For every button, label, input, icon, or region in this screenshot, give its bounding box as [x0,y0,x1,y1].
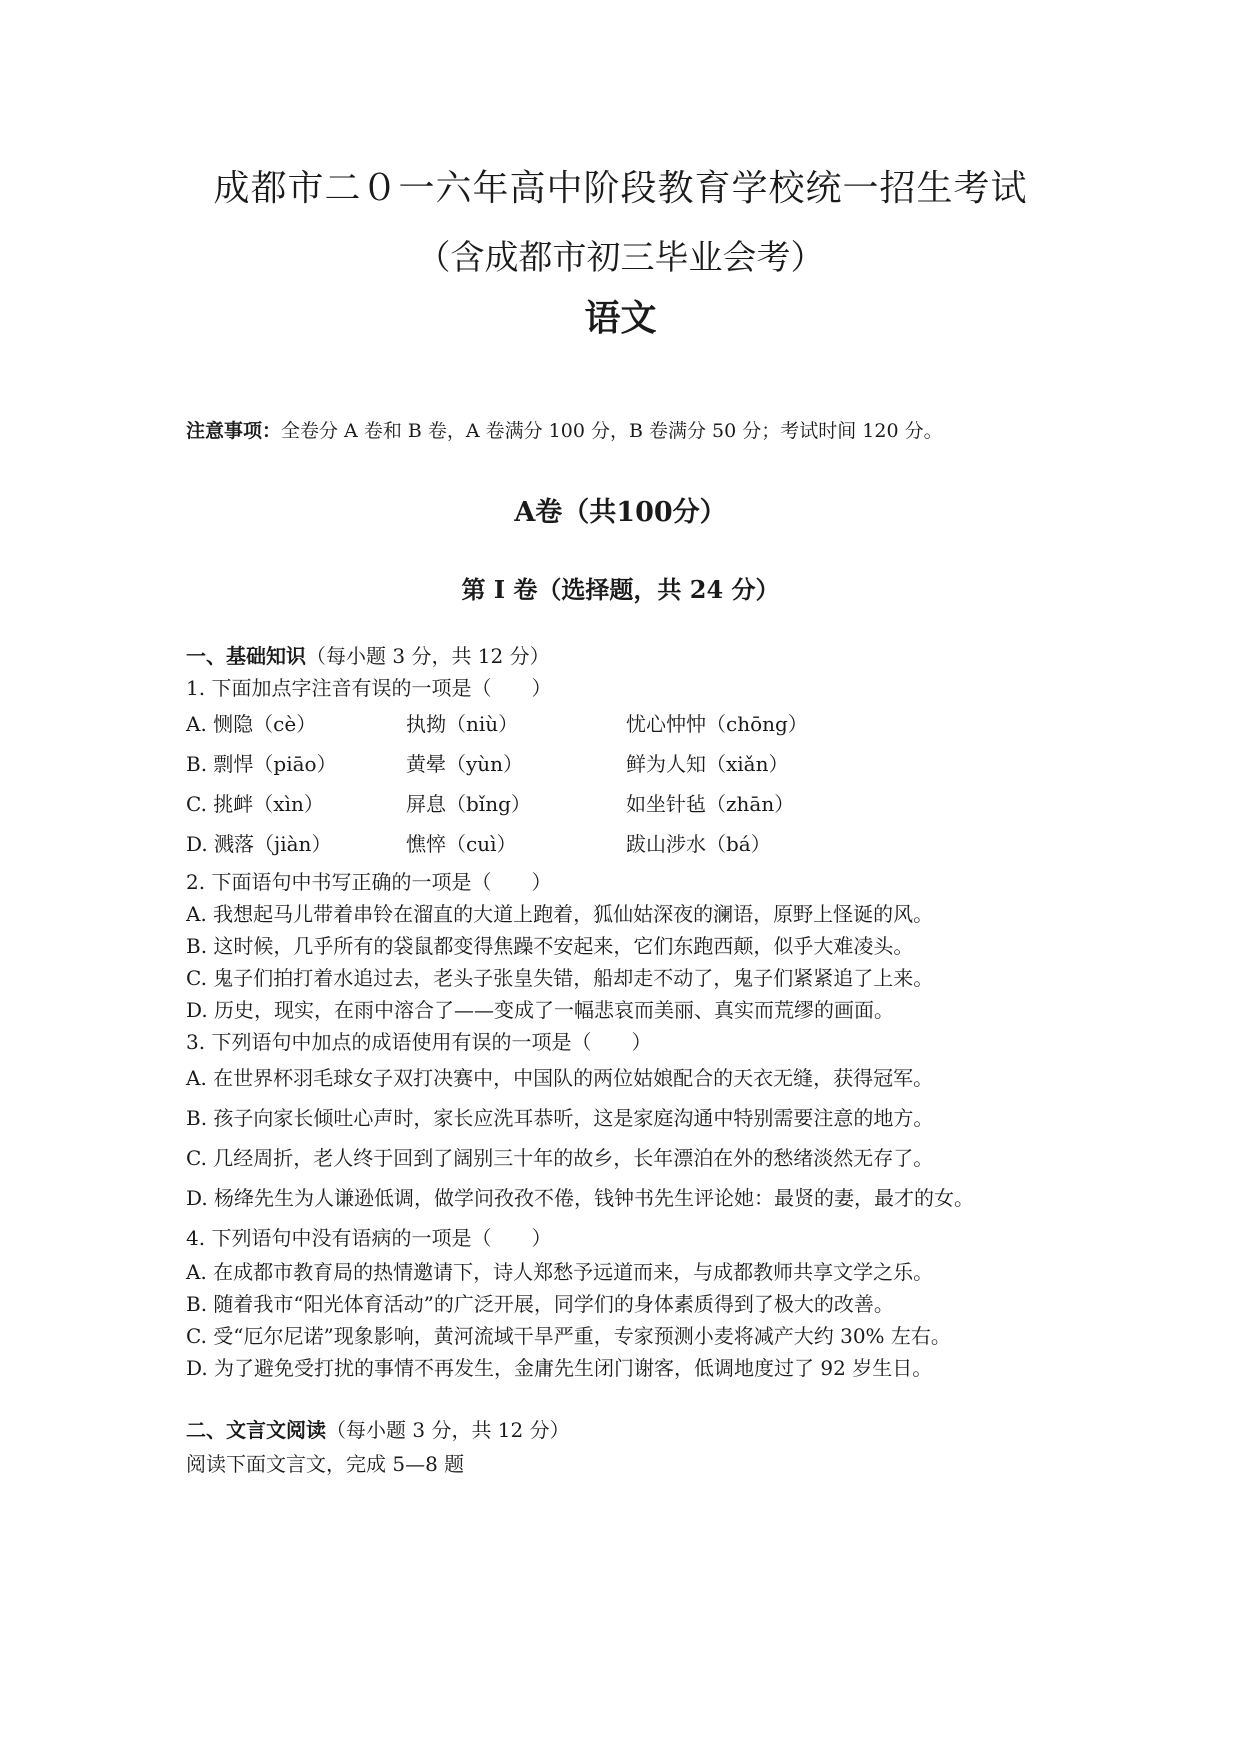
section-2-label: 二、文言文阅读 [186,1418,326,1442]
q3-option-d: D. 杨绛先生为人谦逊低调，做学问孜孜不倦，钱钟书先生评论她：最贤的妻，最才的女。 [186,1186,975,1210]
q2-option-b: B. 这时候，几乎所有的袋鼠都变得焦躁不安起来，它们东跑西颠，似乎大难凌头。 [186,934,914,958]
section-2-heading [186,1414,570,1443]
q3-option-c: C. 几经周折，老人终于回到了阔别三十年的故乡，长年漂泊在外的愁绪淡然无存了。 [186,1146,934,1170]
q1-d-3: 跋山涉水（bá） [626,832,771,856]
q1-c-1: C. 挑衅（xìn） [186,792,324,816]
volume-1-heading: 第 I 卷（选择题，共 24 分） [461,575,780,604]
q1-c-3: 如坐针毡（zhān） [626,792,795,816]
exam-title: 成都市二０一六年高中阶段教育学校统一招生考试 [213,168,1028,209]
q3-option-b: B. 孩子向家长倾吐心声时，家长应洗耳恭听，这是家庭沟通中特别需要注意的地方。 [186,1106,934,1130]
q1-b-3: 鲜为人知（xiǎn） [626,752,789,776]
q1-a-1: A. 恻隐（cè） [186,712,317,736]
q4-option-d: D. 为了避免受打扰的事情不再发生，金庸先生闭门谢客，低调地度过了 92 岁生日。 [186,1356,933,1380]
q4-option-c: C. 受“厄尔尼诺”现象影响，黄河流域干旱严重，专家预测小麦将减产大约 30% 左右。 [186,1324,951,1348]
volume-a-heading: A卷（共100分） [514,497,727,528]
q2-option-c: C. 鬼子们拍打着水追过去，老头子张皇失错，船却走不动了，鬼子们紧紧追了上来。 [186,966,934,990]
q2-option-a: A. 我想起马儿带着串铃在溜直的大道上跑着，狐仙姑深夜的澜语，原野上怪诞的风。 [186,902,934,926]
q2-option-d: D. 历史，现实，在雨中溶合了——变成了一幅悲哀而美丽、真实而荒缪的画面。 [186,998,895,1022]
q1-stem: 1. 下面加点字注音有误的一项是（ ） [186,676,552,700]
q1-a-2: 执拗（niù） [406,712,519,736]
section-1-label: 一、基础知识 [186,644,306,668]
notice-text: 全卷分 A 卷和 B 卷，A 卷满分 100 分，B 卷满分 50 分；考试时间 120 分。 [281,420,943,442]
q4-option-a: A. 在成都市教育局的热情邀请下，诗人郑愁予远道而来，与成都教师共享文学之乐。 [186,1260,934,1284]
q1-a-3: 忧心忡忡（chōng） [626,712,808,736]
q4-option-b: B. 随着我市“阳光体育活动”的广泛开展，同学们的身体素质得到了极大的改善。 [186,1292,894,1316]
reading-instruction: 阅读下面文言文，完成 5—8 题 [186,1452,465,1476]
notice [186,416,943,443]
section-1-note: （每小题 3 分，共 12 分） [306,644,550,668]
q3-option-a: A. 在世界杯羽毛球女子双打决赛中，中国队的两位姑娘配合的天衣无缝，获得冠军。 [186,1066,934,1090]
q1-d-1: D. 溅落（jiàn） [186,832,332,856]
q1-b-2: 黄晕（yùn） [406,752,524,776]
q2-stem: 2. 下面语句中书写正确的一项是（ ） [186,870,552,894]
q3-stem: 3. 下列语句中加点的成语使用有误的一项是（ ） [186,1030,652,1054]
subject-title: 语文 [584,297,657,339]
exam-subtitle: （含成都市初三毕业会考） [416,238,825,278]
q4-stem: 4. 下列语句中没有语病的一项是（ ） [186,1226,552,1250]
q1-c-2: 屏息（bǐng） [406,792,531,816]
q1-d-2: 憔悴（cuì） [406,832,517,856]
section-2-note: （每小题 3 分，共 12 分） [326,1418,570,1442]
notice-label: 注意事项： [186,420,282,442]
section-1-heading [186,640,550,669]
q1-b-1: B. 剽悍（piāo） [186,752,337,776]
